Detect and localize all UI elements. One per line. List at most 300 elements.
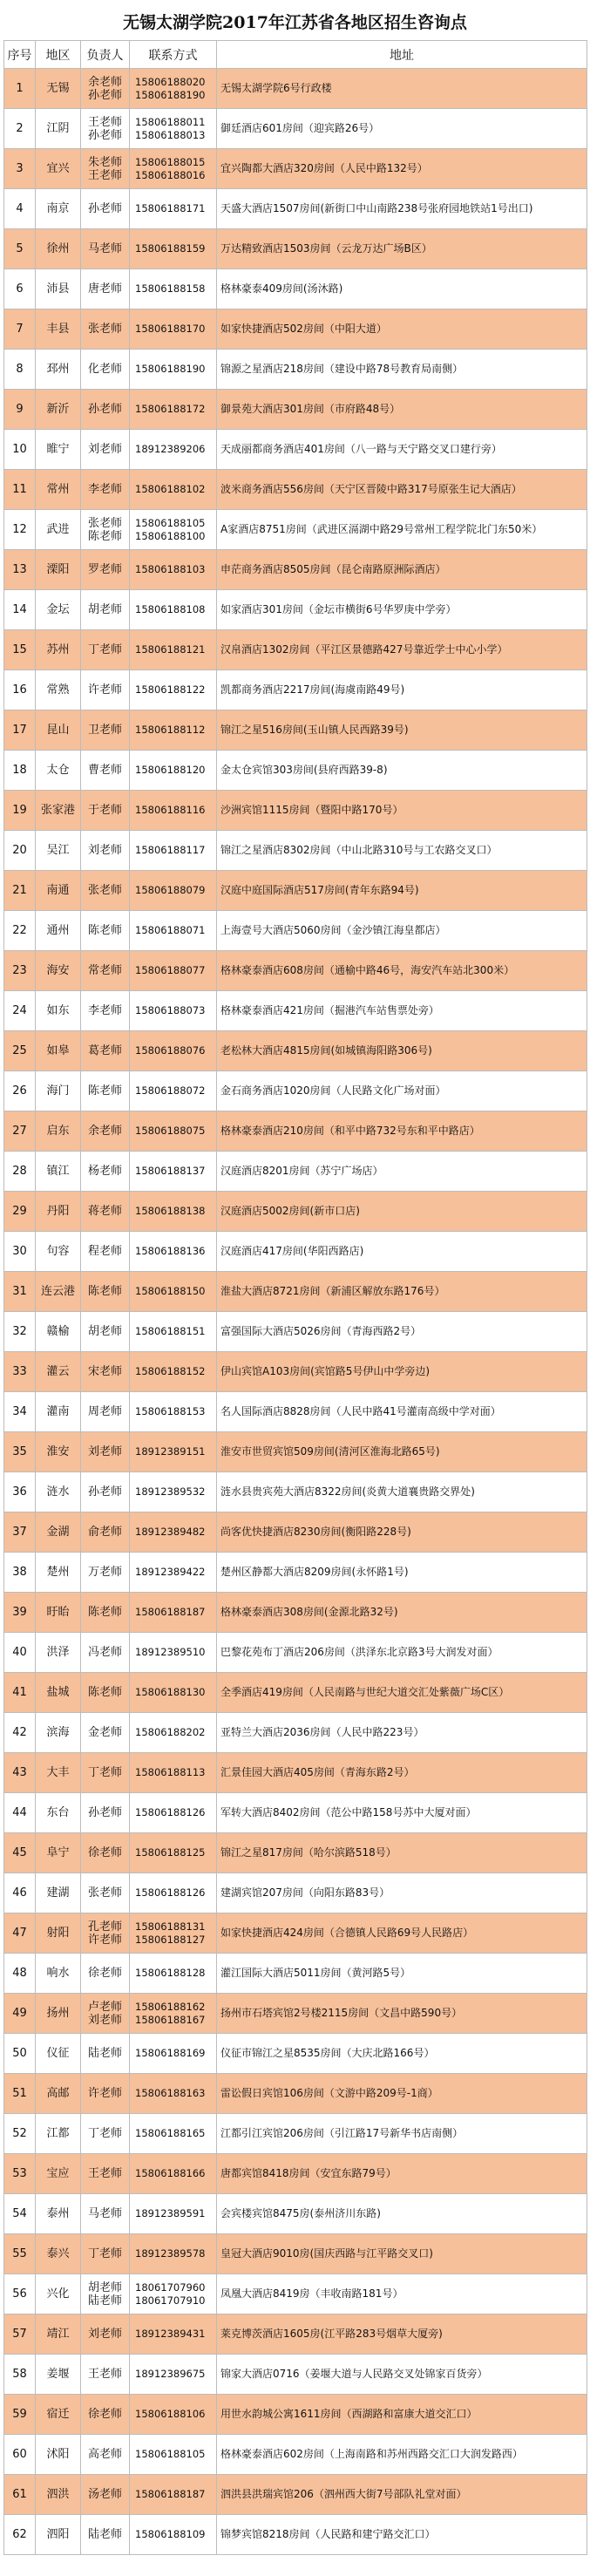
row-phone [130, 149, 217, 189]
person-name: 罗老师 [87, 563, 122, 576]
row-city: 南通 [36, 871, 81, 911]
table-row [4, 1753, 587, 1793]
person-name: 马老师 [87, 242, 122, 255]
phone-number: 15806188112 [135, 724, 206, 736]
person-name: 杨老师 [87, 1165, 122, 1178]
table-row [4, 1392, 587, 1432]
table-row [4, 430, 587, 470]
row-city: 海安 [36, 951, 81, 991]
row-person [81, 1793, 130, 1833]
row-index: 42 [4, 1713, 36, 1753]
row-city: 盱眙 [36, 1593, 81, 1633]
row-phone [130, 1472, 217, 1512]
person-name: 张老师 [87, 1886, 122, 1900]
table-row [4, 2314, 587, 2355]
phone-number: 15806188138 [135, 1205, 206, 1217]
row-address: 富强国际大酒店5026房间（青海西路2号） [217, 1312, 587, 1352]
row-address: 江都引江宾馆206房间（引江路17号新华书店南侧） [217, 2114, 587, 2154]
table-row [4, 2475, 587, 2515]
person-name: 曹老师 [87, 764, 122, 777]
row-city: 如皋 [36, 1031, 81, 1071]
person-name: 俞老师 [87, 1526, 122, 1539]
row-index: 17 [4, 710, 36, 751]
row-phone [130, 1553, 217, 1593]
table-row [4, 1352, 587, 1392]
row-index: 56 [4, 2274, 36, 2314]
row-index: 58 [4, 2355, 36, 2395]
row-address: A家酒店8751房间（武进区滆湖中路29号常州工程学院北门东50米） [217, 510, 587, 550]
person-name: 陈老师 [87, 1285, 122, 1298]
row-phone [130, 2194, 217, 2234]
row-city: 兴化 [36, 2274, 81, 2314]
row-index: 27 [4, 1111, 36, 1152]
phone-number: 15806188011 [135, 115, 206, 128]
table-row [4, 470, 587, 510]
row-city: 溧阳 [36, 550, 81, 590]
row-person [81, 630, 130, 670]
table-row [4, 911, 587, 951]
table-row [4, 1232, 587, 1272]
row-person [81, 2274, 130, 2314]
row-index: 46 [4, 1873, 36, 1913]
person-name: 朱老师 [87, 155, 122, 169]
phone-number: 18912389151 [135, 1445, 206, 1458]
row-index: 33 [4, 1352, 36, 1392]
person-name: 陈老师 [87, 1606, 122, 1619]
row-address: 金太仓宾馆303房间(县府西路39-8) [217, 751, 587, 791]
row-person [81, 189, 130, 229]
row-address: 皇冠大酒店9010房(国庆西路与江平路交叉口) [217, 2234, 587, 2274]
row-phone [130, 2114, 217, 2154]
row-city: 淮安 [36, 1432, 81, 1472]
table-row [4, 2234, 587, 2274]
person-name: 金老师 [87, 1726, 122, 1739]
person-name: 王老师 [87, 2167, 122, 2180]
phone-number: 15806188015 [135, 155, 206, 168]
table-row [4, 1071, 587, 1111]
row-phone [130, 2034, 217, 2074]
row-address: 雷讼假日宾馆106房间（文游中路209号-1商） [217, 2074, 587, 2114]
person-name: 卢老师 [87, 2000, 122, 2014]
table-header-row [4, 41, 587, 69]
phone-number: 15806188162 [135, 2000, 206, 2013]
row-address: 御廷酒店601房间（迎宾路26号） [217, 109, 587, 149]
table-row [4, 1031, 587, 1071]
row-phone [130, 2475, 217, 2515]
row-phone [130, 350, 217, 390]
row-city: 太仓 [36, 751, 81, 791]
table-row [4, 1472, 587, 1512]
row-address: 如家酒店301房间（金坛市横街6号华罗庚中学旁） [217, 590, 587, 630]
table-row [4, 2274, 587, 2314]
table-row [4, 2355, 587, 2395]
row-index: 19 [4, 791, 36, 831]
person-name: 唐老师 [87, 282, 122, 296]
row-index: 21 [4, 871, 36, 911]
row-address: 汉帛酒店1302房间（平江区景德路427号靠近学士中心小学） [217, 630, 587, 670]
row-address: 锦江之星酒店8302房间（中山北路310号与工农路交叉口） [217, 831, 587, 871]
row-city: 楚州 [36, 1553, 81, 1593]
row-city: 沛县 [36, 269, 81, 309]
row-city: 吴江 [36, 831, 81, 871]
row-phone [130, 1031, 217, 1071]
row-person [81, 2355, 130, 2395]
row-person [81, 991, 130, 1031]
phone-number: 15806188187 [135, 2488, 206, 2500]
person-name: 刘老师 [87, 2328, 122, 2341]
phone-number: 18061707960 [135, 2280, 206, 2294]
row-phone [130, 911, 217, 951]
row-index: 13 [4, 550, 36, 590]
row-person [81, 951, 130, 991]
person-name: 常老师 [87, 964, 122, 977]
row-phone [130, 2515, 217, 2555]
row-person [81, 1713, 130, 1753]
phone-number: 15806188071 [135, 924, 206, 936]
row-person [81, 1192, 130, 1232]
row-city: 东台 [36, 1793, 81, 1833]
phone-number: 18061707910 [135, 2294, 206, 2307]
person-name: 丁老师 [87, 1766, 122, 1779]
row-address: 无锡太湖学院6号行政楼 [217, 69, 587, 109]
row-address: 淮盐大酒店8721房间（新浦区解放东路176号） [217, 1272, 587, 1312]
table-row [4, 710, 587, 751]
row-index: 25 [4, 1031, 36, 1071]
row-city: 靖江 [36, 2314, 81, 2355]
table-row [4, 229, 587, 269]
person-name: 陈老师 [87, 1686, 122, 1699]
phone-number: 15806188126 [135, 1886, 206, 1899]
row-index: 36 [4, 1472, 36, 1512]
row-index: 55 [4, 2234, 36, 2274]
phone-number: 18912389206 [135, 443, 206, 455]
row-address: 上海壹号大酒店5060房间（金沙镇江海皇都店） [217, 911, 587, 951]
row-phone [130, 1633, 217, 1673]
phone-number: 15806188130 [135, 1686, 206, 1698]
table-row [4, 751, 587, 791]
table-row [4, 791, 587, 831]
phone-number: 15806188166 [135, 2167, 206, 2179]
person-name: 葛老师 [87, 1044, 122, 1057]
row-address: 汉庭酒店8201房间（苏宁广场店） [217, 1152, 587, 1192]
person-name: 周老师 [87, 1405, 122, 1418]
person-name: 化老师 [87, 363, 122, 376]
phone-number: 15806188171 [135, 202, 206, 214]
person-name: 汤老师 [87, 2488, 122, 2501]
row-address: 泗洪县洪瑞宾馆206（泗州西大街7号部队礼堂对面） [217, 2475, 587, 2515]
row-index: 59 [4, 2395, 36, 2435]
phone-number: 15806188127 [135, 1933, 206, 1946]
row-person [81, 1111, 130, 1152]
phone-number: 18912389532 [135, 1485, 206, 1498]
table-row [4, 2395, 587, 2435]
row-person [81, 69, 130, 109]
phone-number: 15806188153 [135, 1405, 206, 1417]
row-address: 格林豪泰409房间(汤沐路) [217, 269, 587, 309]
row-index: 7 [4, 309, 36, 350]
person-name: 孔老师 [87, 1920, 122, 1934]
table-row [4, 1713, 587, 1753]
phone-number: 15806188075 [135, 1125, 206, 1137]
row-city: 泗洪 [36, 2475, 81, 2515]
row-person [81, 390, 130, 430]
row-city: 赣榆 [36, 1312, 81, 1352]
row-index: 23 [4, 951, 36, 991]
row-phone [130, 791, 217, 831]
row-index: 31 [4, 1272, 36, 1312]
row-phone [130, 229, 217, 269]
row-index: 60 [4, 2435, 36, 2475]
row-index: 3 [4, 149, 36, 189]
row-city: 高邮 [36, 2074, 81, 2114]
phone-number: 15806188137 [135, 1165, 206, 1177]
row-index: 51 [4, 2074, 36, 2114]
row-city: 丰县 [36, 309, 81, 350]
phone-number: 18912389482 [135, 1526, 206, 1538]
phone-number: 15806188159 [135, 242, 206, 255]
row-city: 泗阳 [36, 2515, 81, 2555]
person-name: 胡老师 [87, 2280, 122, 2294]
phone-number: 15806188102 [135, 483, 206, 495]
row-city: 沭阳 [36, 2435, 81, 2475]
row-index: 40 [4, 1633, 36, 1673]
row-person [81, 1472, 130, 1512]
row-city: 洪泽 [36, 1633, 81, 1673]
phone-number: 18912389422 [135, 1566, 206, 1578]
header-phone: 联系方式 [130, 41, 217, 69]
row-address: 沙洲宾馆1115房间（暨阳中路170号） [217, 791, 587, 831]
row-phone [130, 1352, 217, 1392]
phone-number: 15806188013 [135, 128, 206, 141]
table-row [4, 149, 587, 189]
row-person [81, 1593, 130, 1633]
row-phone [130, 1593, 217, 1633]
person-name: 胡老师 [87, 603, 122, 616]
row-index: 2 [4, 109, 36, 149]
row-phone [130, 871, 217, 911]
phone-number: 15806188167 [135, 2013, 206, 2026]
row-phone [130, 1272, 217, 1312]
row-index: 38 [4, 1553, 36, 1593]
table-row [4, 269, 587, 309]
row-index: 1 [4, 69, 36, 109]
row-person [81, 1954, 130, 1994]
row-phone [130, 1994, 217, 2034]
table-row [4, 350, 587, 390]
person-name: 陆老师 [87, 2294, 122, 2308]
row-city: 宜兴 [36, 149, 81, 189]
phone-number: 18912389675 [135, 2368, 206, 2380]
row-index: 12 [4, 510, 36, 550]
table-row [4, 2074, 587, 2114]
row-city: 射阳 [36, 1913, 81, 1954]
person-name: 许老师 [87, 1933, 122, 1947]
phone-number: 15806188116 [135, 804, 206, 816]
row-address: 名人国际酒店8828房间（人民中路41号灌南高级中学对面） [217, 1392, 587, 1432]
row-index: 20 [4, 831, 36, 871]
phone-number: 15806188016 [135, 168, 206, 181]
row-address: 格林豪泰酒店608房间（通榆中路46号，海安汽车站北300米） [217, 951, 587, 991]
person-name: 许老师 [87, 683, 122, 697]
row-phone [130, 1392, 217, 1432]
row-index: 43 [4, 1753, 36, 1793]
row-city: 苏州 [36, 630, 81, 670]
row-city: 徐州 [36, 229, 81, 269]
person-name: 丁老师 [87, 643, 122, 656]
table-row [4, 1553, 587, 1593]
row-phone [130, 991, 217, 1031]
row-index: 34 [4, 1392, 36, 1432]
row-person [81, 1994, 130, 2034]
row-city: 扬州 [36, 1994, 81, 2034]
table-row [4, 2034, 587, 2074]
table-row [4, 1793, 587, 1833]
row-city: 泰兴 [36, 2234, 81, 2274]
person-name: 蒋老师 [87, 1205, 122, 1218]
row-phone [130, 1713, 217, 1753]
row-city: 江都 [36, 2114, 81, 2154]
row-phone [130, 1913, 217, 1954]
row-person [81, 1152, 130, 1192]
row-person [81, 871, 130, 911]
phone-number: 15806188072 [135, 1084, 206, 1097]
person-name: 李老师 [87, 483, 122, 496]
row-address: 唐都宾馆8418房间（安宜东路79号） [217, 2154, 587, 2194]
row-city: 灌南 [36, 1392, 81, 1432]
table-row [4, 1994, 587, 2034]
phone-number: 15806188121 [135, 643, 206, 656]
row-city: 涟水 [36, 1472, 81, 1512]
table-row [4, 390, 587, 430]
phone-number: 15806188136 [135, 1245, 206, 1257]
row-person [81, 710, 130, 751]
row-person [81, 470, 130, 510]
row-person [81, 1633, 130, 1673]
row-phone [130, 470, 217, 510]
row-index: 6 [4, 269, 36, 309]
table-row [4, 109, 587, 149]
row-phone [130, 109, 217, 149]
row-phone [130, 2435, 217, 2475]
person-name: 张老师 [87, 516, 122, 530]
person-name: 刘老师 [87, 1445, 122, 1458]
person-name: 刘老师 [87, 443, 122, 456]
row-person [81, 2154, 130, 2194]
row-index: 4 [4, 189, 36, 229]
row-city: 泰州 [36, 2194, 81, 2234]
row-phone [130, 1833, 217, 1873]
row-index: 62 [4, 2515, 36, 2555]
row-index: 32 [4, 1312, 36, 1352]
row-city: 建湖 [36, 1873, 81, 1913]
table-row [4, 2435, 587, 2475]
phone-number: 15806188190 [135, 363, 206, 375]
table-row [4, 1833, 587, 1873]
phone-number: 15806188152 [135, 1365, 206, 1377]
phone-number: 15806188100 [135, 529, 206, 542]
phone-number: 18912389591 [135, 2207, 206, 2219]
row-address: 汉庭酒店417房间(华阳西路店) [217, 1232, 587, 1272]
row-index: 61 [4, 2475, 36, 2515]
row-city: 昆山 [36, 710, 81, 751]
row-index: 50 [4, 2034, 36, 2074]
person-name: 胡老师 [87, 1325, 122, 1338]
row-person [81, 309, 130, 350]
row-address: 锦江之星817房间（哈尔滨路518号） [217, 1833, 587, 1873]
person-name: 陈老师 [87, 1084, 122, 1098]
row-phone [130, 2314, 217, 2355]
header-city: 地区 [36, 41, 81, 69]
row-person [81, 1753, 130, 1793]
row-address: 涟水县贵宾苑大酒店8322房间(炎黄大道襄贵路交界处) [217, 1472, 587, 1512]
person-name: 冯老师 [87, 1646, 122, 1659]
row-phone [130, 1432, 217, 1472]
row-city: 句容 [36, 1232, 81, 1272]
person-name: 孙老师 [87, 1806, 122, 1819]
row-address: 巴黎花苑布丁酒店206房间（洪泽东北京路3号大润发对面） [217, 1633, 587, 1673]
row-city: 连云港 [36, 1272, 81, 1312]
phone-number: 15806188151 [135, 1325, 206, 1337]
row-city: 宿迁 [36, 2395, 81, 2435]
row-index: 48 [4, 1954, 36, 1994]
table-row [4, 510, 587, 550]
row-phone [130, 550, 217, 590]
header-index: 序号 [4, 41, 36, 69]
table-row [4, 1954, 587, 1994]
row-person [81, 1873, 130, 1913]
row-phone [130, 1873, 217, 1913]
row-phone [130, 1954, 217, 1994]
phone-number: 15806188190 [135, 88, 206, 101]
row-address: 御景苑大酒店301房间（市府路48号） [217, 390, 587, 430]
row-address: 格林豪泰酒店421房间（掘港汽车站售票处旁） [217, 991, 587, 1031]
row-person [81, 2395, 130, 2435]
row-person [81, 1553, 130, 1593]
table-row [4, 1272, 587, 1312]
row-index: 47 [4, 1913, 36, 1954]
row-city: 睢宁 [36, 430, 81, 470]
row-city: 启东 [36, 1111, 81, 1152]
person-name: 许老师 [87, 2087, 122, 2100]
phone-number: 15806188128 [135, 1967, 206, 1979]
person-name: 高老师 [87, 2448, 122, 2461]
row-phone [130, 1192, 217, 1232]
row-phone [130, 1673, 217, 1713]
row-city: 姜堰 [36, 2355, 81, 2395]
table-row [4, 1111, 587, 1152]
row-address: 凯都商务酒店2217房间(海虞南路49号) [217, 670, 587, 710]
row-phone [130, 831, 217, 871]
header-person: 负责人 [81, 41, 130, 69]
row-phone [130, 2274, 217, 2314]
row-address: 用世水韵城公寓1611房间（西湖路和富康大道交汇口） [217, 2395, 587, 2435]
table-row [4, 1312, 587, 1352]
row-person [81, 1232, 130, 1272]
row-city: 宝应 [36, 2154, 81, 2194]
table-row [4, 630, 587, 670]
row-phone [130, 751, 217, 791]
row-phone [130, 390, 217, 430]
row-city: 镇江 [36, 1152, 81, 1192]
row-index: 22 [4, 911, 36, 951]
row-city: 海门 [36, 1071, 81, 1111]
consultation-table [3, 40, 587, 2555]
row-city: 阜宁 [36, 1833, 81, 1873]
row-phone [130, 951, 217, 991]
person-name: 余老师 [87, 1125, 122, 1138]
row-phone [130, 189, 217, 229]
person-name: 宋老师 [87, 1365, 122, 1378]
